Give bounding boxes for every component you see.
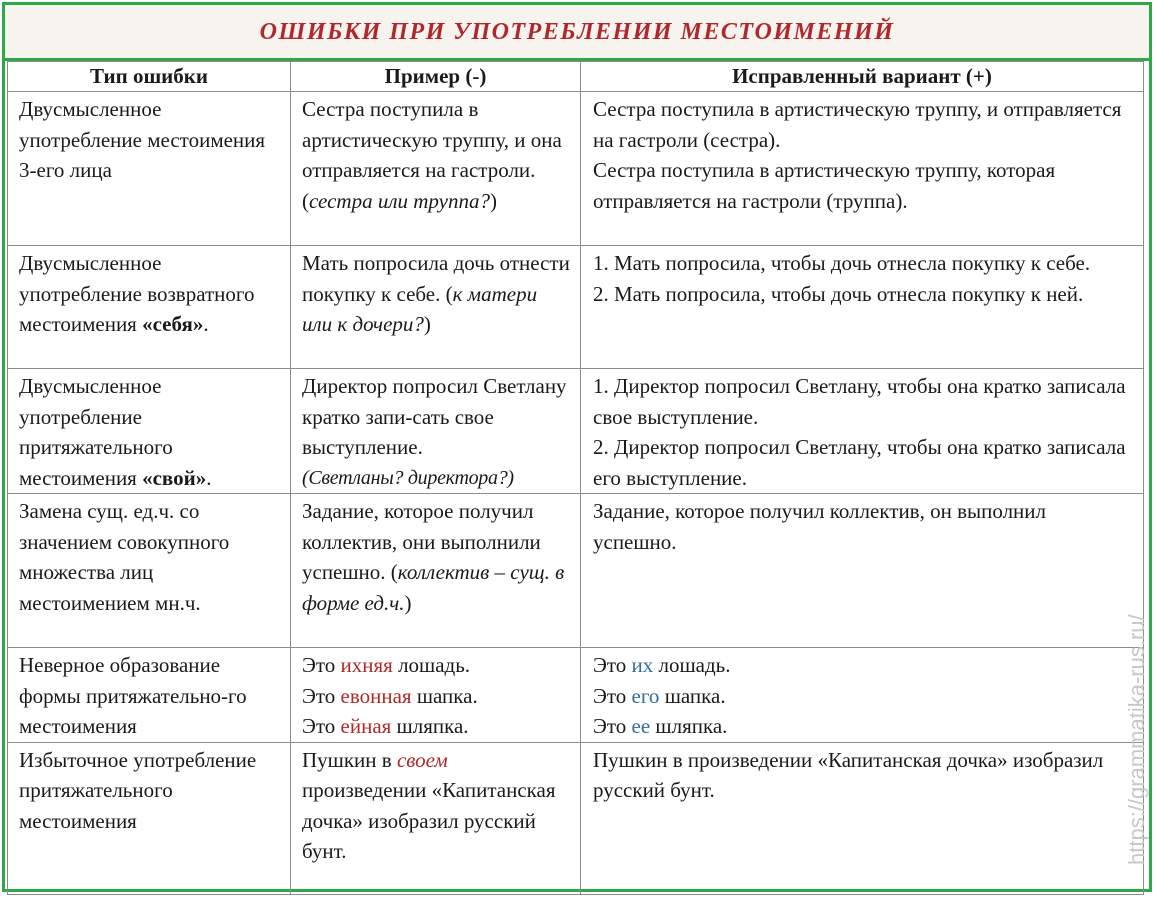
correction-1: 1. Директор попросил Светлану, чтобы она кратко записала свое выступление. <box>593 374 1126 429</box>
error-type-cell <box>8 369 291 494</box>
error-type-cell <box>8 92 291 246</box>
incorrect-pronoun: евонная <box>340 683 412 708</box>
header-error-type: Тип ошибки <box>8 62 291 92</box>
correction-2: Сестра поступила в артистическую труппу, которая отправляется на гастроли (труппа). <box>593 158 1056 213</box>
example-cell <box>291 246 581 369</box>
correction-1: Сестра поступила в артистическую труппу, и отправляется на гастроли (сестра). <box>593 97 1122 152</box>
error-type-cell <box>8 648 291 743</box>
correction-suffix: шапка. <box>659 683 726 708</box>
error-type: Двусмысленное употребление притяжательного местоимения <box>19 374 173 490</box>
error-type-end: . <box>206 465 212 490</box>
example-text: Задание, которое получил коллектив, они выполнили успешно. ( <box>302 499 541 584</box>
error-type: Двусмысленное употребление местоимения 3-его лица <box>19 97 266 182</box>
table-row <box>8 494 1144 648</box>
table-row <box>8 648 1144 743</box>
example-text: Мать попросила дочь отнести покупку к себе. ( <box>302 251 570 306</box>
correction-1: 1. Мать попросила, чтобы дочь отнесла покупку к себе. <box>593 251 1091 275</box>
table-row <box>8 742 1144 894</box>
corrected-cell <box>581 648 1144 743</box>
example-cell <box>291 648 581 743</box>
table-row <box>8 369 1144 494</box>
example-cell <box>291 92 581 246</box>
error-type: Неверное образование формы притяжательно-го местоимения <box>19 653 247 738</box>
correction-prefix: Это <box>593 714 632 738</box>
example-end: ) <box>423 312 431 336</box>
example-suffix: лошадь. <box>392 653 471 677</box>
correction-line <box>593 681 1133 712</box>
example-note: сестра или труппа? <box>309 188 490 213</box>
example-suffix: шляпка. <box>391 714 469 738</box>
correction-1: Пушкин в произведении «Капитанская дочка» изобразил русский бунт. <box>593 747 1104 802</box>
example-text: Директор попросил Светлану кратко запи-сать свое выступление. <box>302 374 567 459</box>
correction-2: 2. Мать попросила, чтобы дочь отнесла покупку к ней. <box>593 281 1084 306</box>
example-cell <box>291 494 581 648</box>
example-cell <box>291 742 581 894</box>
header-corrected: Исправленный вариант (+) <box>581 62 1144 92</box>
corrected-cell <box>581 494 1144 648</box>
correction-line <box>593 711 1133 742</box>
example-text: Пушкин в <box>302 747 397 772</box>
redundant-pronoun: своем <box>396 747 448 772</box>
correction-2: 2. Директор попросил Светлану, чтобы она кратко записала его выступление. <box>593 435 1126 490</box>
error-type: Избыточное употребление притяжательного местоимения <box>19 747 257 833</box>
example-text-end: произведении «Капитанская дочка» изобразил русский бунт. <box>302 778 556 863</box>
correct-pronoun: его <box>631 683 660 708</box>
example-prefix: Это <box>302 714 341 738</box>
incorrect-pronoun: ейная <box>340 714 392 738</box>
example-line <box>302 681 570 712</box>
incorrect-pronoun: ихняя <box>340 653 393 677</box>
corrected-cell <box>581 92 1144 246</box>
corrected-cell <box>581 246 1144 369</box>
example-end: ) <box>404 590 412 615</box>
error-type: Замена сущ. ед.ч. со значением совокупного множества лиц местоимением мн.ч. <box>19 499 230 615</box>
error-type-end: . <box>203 312 209 336</box>
error-type-cell <box>8 246 291 369</box>
error-type-cell <box>8 742 291 894</box>
correct-pronoun: ее <box>631 714 651 738</box>
corrected-cell <box>581 369 1144 494</box>
example-text: Сестра поступила в артистическую труппу, и она отправляется на гастроли. ( <box>302 97 562 213</box>
example-note: (Светланы? директора?) <box>302 466 514 489</box>
header-row <box>8 62 1144 92</box>
example-end: ) <box>489 188 497 213</box>
example-note: коллектив – сущ. в форме ед.ч. <box>302 560 565 615</box>
example-prefix: Это <box>302 683 341 708</box>
example-note: к матери или к дочери? <box>302 281 538 336</box>
title-bar <box>5 5 1149 61</box>
correct-pronoun: их <box>631 653 654 677</box>
correction-prefix: Это <box>593 683 632 708</box>
table-row <box>8 92 1144 246</box>
example-line <box>302 650 570 681</box>
correction-prefix: Это <box>593 653 632 677</box>
example-prefix: Это <box>302 653 341 677</box>
example-suffix: шапка. <box>411 683 478 708</box>
error-type-cell <box>8 494 291 648</box>
page-title: ОШИБКИ ПРИ УПОТРЕБЛЕНИИ МЕСТОИМЕНИЙ <box>259 19 895 45</box>
table-row <box>8 246 1144 369</box>
watermark <box>1124 591 1154 891</box>
table-frame <box>2 2 1152 892</box>
correction-suffix: лошадь. <box>653 653 731 677</box>
pronoun-highlight: «себя» <box>142 312 204 336</box>
correction-line <box>593 650 1133 681</box>
corrected-cell <box>581 742 1144 894</box>
example-cell <box>291 369 581 494</box>
watermark-url: https://grammatika-rus.ru/ <box>1124 614 1149 865</box>
error-type: Двусмысленное употребление возвратного местоимения <box>19 251 255 336</box>
pronoun-highlight: «свой» <box>142 465 207 490</box>
correction-suffix: шляпка. <box>650 714 728 738</box>
example-line <box>302 711 570 742</box>
correction-1: Задание, которое получил коллектив, он выполнил успешно. <box>593 499 1047 554</box>
pronoun-errors-table <box>7 61 1144 895</box>
header-example: Пример (-) <box>291 62 581 92</box>
